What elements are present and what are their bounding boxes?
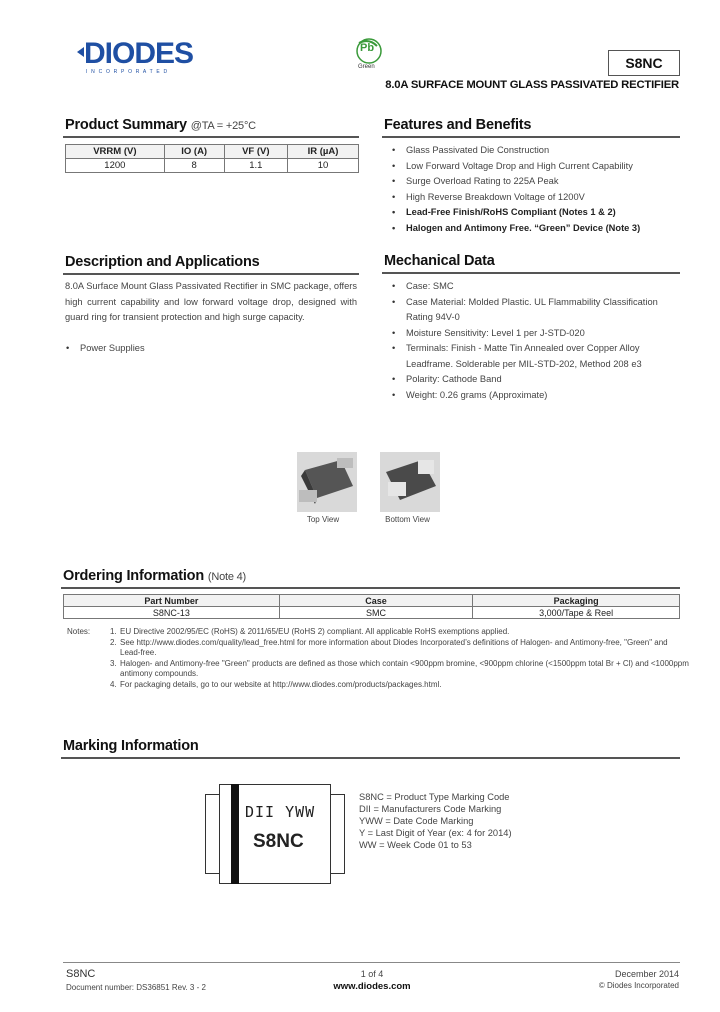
list-item: • High Reverse Breakdown Voltage of 1200V	[384, 190, 680, 206]
list-item: • Surge Overload Rating to 225A Peak	[384, 174, 680, 190]
val-vrrm: 1200	[66, 159, 165, 173]
mechanical-title: Mechanical Data	[384, 253, 495, 269]
ordering-rule	[61, 587, 680, 589]
footer-part: S8NC	[66, 968, 96, 980]
product-summary-rule	[63, 136, 359, 138]
order-case: SMC	[279, 607, 473, 619]
list-item: • Polarity: Cathode Band	[384, 372, 664, 388]
notes-label: Notes:	[67, 627, 91, 636]
bottom-view-label: Bottom View	[385, 515, 430, 524]
order-packaging: 3,000/Tape & Reel	[473, 607, 680, 619]
marking-title: Marking Information	[63, 738, 199, 754]
green-label: Green	[358, 64, 375, 70]
footer-page: 1 of 4	[360, 969, 384, 979]
diodes-logo	[74, 38, 206, 78]
part-number-box	[608, 50, 680, 76]
table-row	[66, 159, 359, 173]
table-row	[64, 607, 680, 619]
legend-line: DII = Manufacturers Code Marking	[359, 804, 502, 814]
package-top-view	[297, 452, 357, 512]
notes	[67, 627, 687, 689]
marking-bottom-line: S8NC	[253, 831, 304, 852]
product-summary-table	[65, 144, 359, 173]
footer-website[interactable]: www.diodes.com	[333, 981, 411, 992]
smc-package-top-image	[297, 452, 357, 512]
col-case: Case	[279, 595, 473, 607]
footer-copyright: © Diodes Incorporated	[598, 981, 679, 990]
features-rule	[382, 136, 680, 138]
list-item: • Terminals: Finish - Matte Tin Annealed over Copper Alloy Leadframe. Solderable per MIL-STD-202, Method 208 e3	[384, 341, 664, 372]
legend-line: Y = Last Digit of Year (ex: 4 for 2014)	[359, 828, 512, 838]
logo-subtext: I N C O R P O R A T E D	[86, 69, 169, 75]
col-vf: VF (V)	[224, 145, 287, 159]
list-item: • Case Material: Molded Plastic. UL Flammability Classification Rating 94V-0	[384, 295, 664, 326]
marking-top-line: DII YWW	[245, 803, 316, 821]
package-bottom-view	[380, 452, 440, 512]
mechanical-list	[384, 279, 664, 403]
marking-rule	[61, 757, 680, 759]
list-item: 1. EU Directive 2002/95/EC (RoHS) & 2011/65/EU (RoHS 2) compliant. All applicable RoHS exemptions applied.	[110, 627, 510, 636]
features-list	[384, 143, 680, 236]
list-item: • Halogen and Antimony Free. “Green” Device (Note 3)	[384, 221, 680, 237]
part-number: S8NC	[625, 55, 663, 71]
footer-rule	[63, 962, 680, 963]
table-header-row	[64, 595, 680, 607]
applications-list	[58, 341, 348, 357]
ordering-table	[63, 594, 680, 619]
list-item: 2. See http://www.diodes.com/quality/lead_free.html for more information about Diodes Incorporated’s definitions of Halogen- and Antimony-free, "Green" and Lead-free.	[110, 637, 668, 657]
legend-line: S8NC = Product Type Marking Code	[359, 792, 510, 802]
val-vf: 1.1	[224, 159, 287, 173]
col-ir: IR (µA)	[288, 145, 359, 159]
ordering-title: Ordering Information (Note 4)	[63, 568, 246, 584]
list-item: • Lead-Free Finish/RoHS Compliant (Notes 1 & 2)	[384, 205, 680, 221]
document-subtitle: 8.0A SURFACE MOUNT GLASS PASSIVATED RECTIFIER	[385, 79, 679, 91]
val-io: 8	[164, 159, 224, 173]
top-view-label: Top View	[306, 515, 340, 524]
legend-line: WW = Week Code 01 to 53	[359, 840, 472, 850]
col-packaging: Packaging	[473, 595, 680, 607]
list-item: • Glass Passivated Die Construction	[384, 143, 680, 159]
col-part-number: Part Number	[64, 595, 280, 607]
marking-legend	[359, 791, 512, 851]
product-summary-title: Product Summary @TA = +25°C	[65, 117, 256, 133]
notes-list	[110, 627, 690, 690]
smc-package-bottom-image	[380, 452, 440, 512]
marking-diagram	[205, 784, 345, 884]
list-item: • Moisture Sensitivity: Level 1 per J-STD-020	[384, 326, 664, 342]
features-title: Features and Benefits	[384, 117, 532, 133]
description-text: 8.0A Surface Mount Glass Passivated Rectifier in SMC package, offers high current capability and low forward voltage drop, designed with guard ring for transient protection and high surge capacity.	[65, 281, 357, 322]
green-badge	[353, 36, 387, 76]
description-rule	[63, 273, 359, 275]
order-part-number: S8NC-13	[64, 607, 280, 619]
list-item: • Case: SMC	[384, 279, 664, 295]
cathode-band	[231, 784, 239, 884]
pb-symbol: Pb	[360, 42, 375, 54]
list-item: 4. For packaging details, go to our website at http://www.diodes.com/products/packages.html.	[110, 679, 442, 689]
footer-date: December 2014	[614, 969, 679, 979]
list-item: 3. Halogen- and Antimony-free "Green" products are defined as those which contain <900ppm bromine, <900ppm chlorine (<1500ppm total Br + Cl) and <1000ppm antimony compounds.	[110, 658, 689, 678]
col-vrrm: VRRM (V)	[66, 145, 165, 159]
legend-line: YWW = Date Code Marking	[359, 816, 474, 826]
list-item: • Low Forward Voltage Drop and High Current Capability	[384, 159, 680, 175]
footer-doc-number: Document number: DS36851 Rev. 3 - 2	[66, 983, 206, 992]
col-io: IO (A)	[164, 145, 224, 159]
description-title: Description and Applications	[65, 254, 260, 270]
list-item: • Power Supplies	[58, 341, 348, 357]
table-header-row	[66, 145, 359, 159]
val-ir: 10	[288, 159, 359, 173]
mechanical-rule	[382, 272, 680, 274]
ordering-note-ref: (Note 4)	[207, 571, 246, 583]
logo-text: DIODES	[84, 37, 194, 70]
summary-condition: @TA = +25°C	[190, 120, 256, 132]
list-item: • Weight: 0.26 grams (Approximate)	[384, 388, 664, 404]
